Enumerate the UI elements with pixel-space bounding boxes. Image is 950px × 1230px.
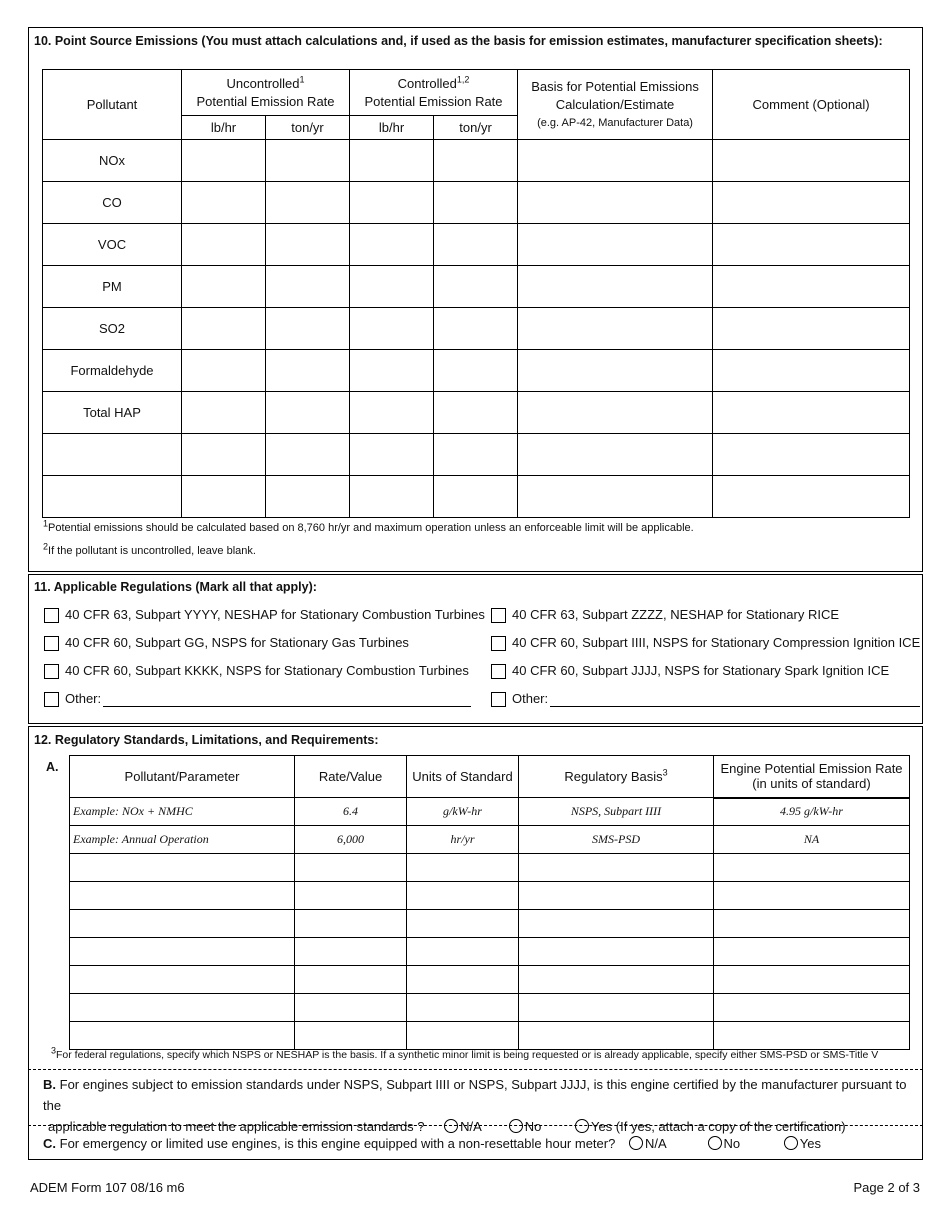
con-lbhr-cell[interactable]	[350, 140, 434, 182]
pollutant-name: PM	[43, 266, 182, 308]
units-cell[interactable]	[407, 966, 519, 994]
example-row-1	[70, 798, 910, 826]
emission-row	[43, 350, 910, 392]
engine-rate-line2: (in units of standard)	[752, 776, 871, 792]
rate-cell[interactable]	[295, 966, 407, 994]
unc-lbhr-cell[interactable]	[182, 182, 266, 224]
reg-left-0-label: 40 CFR 63, Subpart YYYY, NESHAP for Stationary Combustion Turbines	[65, 607, 485, 622]
checkbox-reg-right-2[interactable]	[491, 664, 506, 679]
radio-c-no-label: No	[723, 1136, 741, 1151]
reg-right-other-label: Other:	[512, 691, 549, 706]
note-3	[51, 1045, 879, 1061]
unc-tonyr-cell[interactable]	[266, 350, 350, 392]
note-1-sup: 1	[43, 518, 49, 529]
standards-row	[70, 966, 910, 994]
divider-b	[28, 1069, 923, 1070]
note-1-text: Potential emissions should be calculated based on 8,760 hr/yr and maximum operation unless an enforceable limit will be applicable.	[48, 522, 694, 534]
pollutant-name: Formaldehyde	[43, 350, 182, 392]
section-11	[28, 574, 923, 724]
basis-sub: (e.g. AP-42, Manufacturer Data)	[537, 116, 693, 129]
con-lbhr-cell[interactable]	[350, 266, 434, 308]
con-lbhr-cell[interactable]	[350, 308, 434, 350]
unc-tonyr-cell[interactable]	[266, 266, 350, 308]
col-basis	[518, 70, 713, 140]
con-tonyr-cell[interactable]	[434, 434, 518, 476]
reg-left-other-input[interactable]	[103, 706, 471, 707]
engine-rate-cell[interactable]	[714, 882, 910, 910]
comment-cell[interactable]	[713, 392, 910, 434]
pollutant-name	[43, 476, 182, 518]
pollutant-name: VOC	[43, 224, 182, 266]
comment-cell[interactable]	[713, 140, 910, 182]
pollutant-name: CO	[43, 182, 182, 224]
question-c-text: For emergency or limited use engines, is this engine equipped with a non-resettable hour meter?	[59, 1136, 616, 1151]
basis-cell[interactable]	[518, 350, 713, 392]
con-lbhr-cell[interactable]	[350, 224, 434, 266]
basis-cell[interactable]	[518, 266, 713, 308]
col-uncontrolled	[182, 70, 350, 116]
checkbox-reg-left-1[interactable]	[44, 636, 59, 651]
units-cell[interactable]	[407, 994, 519, 1022]
pollutant-name: Total HAP	[43, 392, 182, 434]
radio-c-yes[interactable]	[784, 1136, 798, 1150]
reg-left-other-label: Other:	[65, 691, 102, 706]
reg-basis-cell[interactable]	[519, 994, 714, 1022]
col-unc-tonyr: ton/yr	[266, 116, 350, 140]
checkbox-reg-left-2[interactable]	[44, 664, 59, 679]
units-cell[interactable]	[407, 882, 519, 910]
engine-rate-cell[interactable]	[714, 854, 910, 882]
engine-rate-cell[interactable]	[714, 910, 910, 938]
radio-c-no[interactable]	[708, 1136, 722, 1150]
col-unc-lbhr: lb/hr	[182, 116, 266, 140]
emission-row	[43, 434, 910, 476]
rate-cell[interactable]	[295, 910, 407, 938]
section-12-title: 12. Regulatory Standards, Limitations, and Requirements:	[34, 733, 379, 747]
example-2-pollutant: Example: Annual Operation	[70, 826, 295, 854]
emission-row	[43, 140, 910, 182]
example-1-engine: 4.95 g/kW-hr	[714, 798, 910, 826]
unc-tonyr-cell[interactable]	[266, 182, 350, 224]
comment-cell[interactable]	[713, 266, 910, 308]
units-cell[interactable]	[407, 938, 519, 966]
question-c	[43, 1133, 921, 1154]
question-b-text1: For engines subject to emission standards under NSPS, Subpart IIII or NSPS, Subpart JJJJ, is this engine certified by the manufacturer pursuant to the	[43, 1077, 907, 1113]
unc-tonyr-cell[interactable]	[266, 434, 350, 476]
example-1-basis: NSPS, Subpart IIII	[519, 798, 714, 826]
col-units: Units of Standard	[407, 756, 519, 798]
pollutant-name: SO2	[43, 308, 182, 350]
col-comment: Comment (Optional)	[713, 70, 910, 140]
con-tonyr-cell[interactable]	[434, 476, 518, 518]
question-b-label: B.	[43, 1077, 56, 1092]
con-tonyr-cell[interactable]	[434, 140, 518, 182]
checkbox-reg-left-0[interactable]	[44, 608, 59, 623]
reg-basis-cell[interactable]	[519, 882, 714, 910]
units-cell[interactable]	[407, 1022, 519, 1050]
controlled-label: Controlled	[397, 75, 457, 91]
section-10-title: 10. Point Source Emissions (You must attach calculations and, if used as the basis for emission estimates, manufacturer specification sheets):	[34, 34, 883, 48]
example-2-basis: SMS-PSD	[519, 826, 714, 854]
checkbox-reg-right-other[interactable]	[491, 692, 506, 707]
comment-cell[interactable]	[713, 182, 910, 224]
rate-cell[interactable]	[295, 882, 407, 910]
note-3-text: For federal regulations, specify which NSPS or NESHAP is the basis. If a synthetic minor limit is being requested or is already applicable, specify either SMS-PSD or SMS-Title V	[56, 1049, 879, 1061]
standards-row	[70, 882, 910, 910]
con-tonyr-cell[interactable]	[434, 350, 518, 392]
reg-basis-cell[interactable]	[519, 1022, 714, 1050]
unc-lbhr-cell[interactable]	[182, 392, 266, 434]
pollutant-param-cell[interactable]	[70, 994, 295, 1022]
radio-c-na[interactable]	[629, 1136, 643, 1150]
radio-b-no[interactable]	[509, 1119, 523, 1133]
emission-row	[43, 182, 910, 224]
con-lbhr-cell[interactable]	[350, 392, 434, 434]
con-lbhr-cell[interactable]	[350, 476, 434, 518]
example-2-engine: NA	[714, 826, 910, 854]
unc-tonyr-cell[interactable]	[266, 392, 350, 434]
page-number: Page 2 of 3	[853, 1180, 920, 1195]
reg-basis-cell[interactable]	[519, 910, 714, 938]
col-reg-basis	[519, 756, 714, 798]
comment-cell[interactable]	[713, 350, 910, 392]
pollutant-param-cell[interactable]	[70, 1022, 295, 1050]
uncontrolled-label: Uncontrolled	[226, 75, 300, 91]
unc-tonyr-cell[interactable]	[266, 308, 350, 350]
reg-basis-label: Regulatory Basis	[564, 769, 663, 784]
example-2-rate: 6,000	[295, 826, 407, 854]
reg-basis-cell[interactable]	[519, 966, 714, 994]
col-con-tonyr: ton/yr	[434, 116, 518, 140]
reg-basis-cell[interactable]	[519, 938, 714, 966]
example-1-rate: 6.4	[295, 798, 407, 826]
con-tonyr-cell[interactable]	[434, 182, 518, 224]
rate-cell[interactable]	[295, 1022, 407, 1050]
engine-rate-cell[interactable]	[714, 966, 910, 994]
question-c-label: C.	[43, 1136, 56, 1151]
divider-c	[28, 1125, 923, 1126]
emission-row	[43, 224, 910, 266]
example-row-2	[70, 826, 910, 854]
radio-c-na-label: N/A	[644, 1136, 666, 1151]
question-b	[43, 1074, 921, 1137]
checkbox-reg-right-1[interactable]	[491, 636, 506, 651]
emissions-table	[42, 69, 910, 518]
basis-cell[interactable]	[518, 308, 713, 350]
part-a-label: A.	[46, 760, 59, 774]
reg-basis-cell[interactable]	[519, 854, 714, 882]
basis-line2: Calculation/Estimate	[555, 96, 675, 112]
section-11-title: 11. Applicable Regulations (Mark all that apply):	[34, 580, 317, 594]
basis-cell[interactable]	[518, 476, 713, 518]
col-engine-rate	[714, 756, 910, 798]
engine-rate-cell[interactable]	[714, 1022, 910, 1050]
unc-lbhr-cell[interactable]	[182, 434, 266, 476]
question-b-text2: applicable regulation to meet the applicable emission standards ?	[48, 1119, 425, 1134]
engine-rate-line1: Engine Potential Emission Rate	[720, 761, 903, 777]
pollutant-param-cell[interactable]	[70, 910, 295, 938]
unc-tonyr-cell[interactable]	[266, 476, 350, 518]
reg-basis-sup: 3	[662, 767, 668, 778]
reg-right-1-label: 40 CFR 60, Subpart IIII, NSPS for Stationary Compression Ignition ICE	[512, 635, 921, 650]
con-tonyr-cell[interactable]	[434, 392, 518, 434]
note-2	[43, 541, 256, 557]
unc-lbhr-cell[interactable]	[182, 308, 266, 350]
radio-b-na-label: N/A	[460, 1119, 482, 1134]
reg-right-2-label: 40 CFR 60, Subpart JJJJ, NSPS for Stationary Spark Ignition ICE	[512, 663, 890, 678]
standards-row	[70, 994, 910, 1022]
pollutant-name: NOx	[43, 140, 182, 182]
example-2-units: hr/yr	[407, 826, 519, 854]
standards-table	[69, 755, 910, 1050]
checkbox-reg-right-0[interactable]	[491, 608, 506, 623]
comment-cell[interactable]	[713, 434, 910, 476]
note-3-sup: 3	[51, 1045, 57, 1056]
unc-lbhr-cell[interactable]	[182, 140, 266, 182]
pollutant-param-cell[interactable]	[70, 854, 295, 882]
standards-row	[70, 938, 910, 966]
unc-lbhr-cell[interactable]	[182, 224, 266, 266]
reg-left-1-label: 40 CFR 60, Subpart GG, NSPS for Stationary Gas Turbines	[65, 635, 409, 650]
note-2-text: If the pollutant is uncontrolled, leave blank.	[48, 545, 256, 557]
basis-cell[interactable]	[518, 434, 713, 476]
radio-b-yes[interactable]	[575, 1119, 589, 1133]
con-tonyr-cell[interactable]	[434, 308, 518, 350]
units-cell[interactable]	[407, 854, 519, 882]
uncontrolled-rate: Potential Emission Rate	[196, 93, 335, 109]
example-1-units: g/kW-hr	[407, 798, 519, 826]
unc-lbhr-cell[interactable]	[182, 266, 266, 308]
rate-cell[interactable]	[295, 938, 407, 966]
col-pollutant: Pollutant	[43, 70, 182, 140]
unc-tonyr-cell[interactable]	[266, 140, 350, 182]
engine-rate-cell[interactable]	[714, 938, 910, 966]
standards-row	[70, 1022, 910, 1050]
unc-lbhr-cell[interactable]	[182, 350, 266, 392]
section-12	[28, 726, 923, 1160]
comment-cell[interactable]	[713, 224, 910, 266]
example-1-pollutant: Example: NOx + NMHC	[70, 798, 295, 826]
section-10	[28, 27, 923, 572]
emission-row	[43, 392, 910, 434]
col-pollutant-param: Pollutant/Parameter	[70, 756, 295, 798]
rate-cell[interactable]	[295, 994, 407, 1022]
standards-row	[70, 854, 910, 882]
note-2-sup: 2	[43, 541, 49, 552]
units-cell[interactable]	[407, 910, 519, 938]
pollutant-param-cell[interactable]	[70, 966, 295, 994]
con-lbhr-cell[interactable]	[350, 350, 434, 392]
form-number: ADEM Form 107 08/16 m6	[30, 1180, 185, 1195]
emission-row	[43, 476, 910, 518]
emission-row	[43, 308, 910, 350]
radio-c-yes-label: Yes	[799, 1136, 822, 1151]
reg-right-0-label: 40 CFR 63, Subpart ZZZZ, NESHAP for Stationary RICE	[512, 607, 840, 622]
basis-cell[interactable]	[518, 392, 713, 434]
unc-tonyr-cell[interactable]	[266, 224, 350, 266]
col-controlled	[350, 70, 518, 116]
con-lbhr-cell[interactable]	[350, 182, 434, 224]
comment-cell[interactable]	[713, 476, 910, 518]
radio-b-no-label: No	[524, 1119, 542, 1134]
basis-cell[interactable]	[518, 140, 713, 182]
pollutant-param-cell[interactable]	[70, 882, 295, 910]
engine-rate-cell[interactable]	[714, 994, 910, 1022]
emission-row	[43, 266, 910, 308]
col-con-lbhr: lb/hr	[350, 116, 434, 140]
basis-cell[interactable]	[518, 182, 713, 224]
basis-line1: Basis for Potential Emissions	[531, 78, 699, 94]
standards-row	[70, 910, 910, 938]
rate-cell[interactable]	[295, 854, 407, 882]
radio-b-yes-label: Yes (If yes, attach a copy of the certification)	[590, 1119, 846, 1134]
con-tonyr-cell[interactable]	[434, 266, 518, 308]
comment-cell[interactable]	[713, 308, 910, 350]
checkbox-reg-left-other[interactable]	[44, 692, 59, 707]
note-1	[43, 518, 694, 534]
controlled-rate: Potential Emission Rate	[364, 93, 503, 109]
uncontrolled-sup: 1	[299, 74, 305, 85]
radio-b-na[interactable]	[444, 1119, 458, 1133]
pollutant-name	[43, 434, 182, 476]
con-lbhr-cell[interactable]	[350, 434, 434, 476]
col-rate: Rate/Value	[295, 756, 407, 798]
con-tonyr-cell[interactable]	[434, 224, 518, 266]
unc-lbhr-cell[interactable]	[182, 476, 266, 518]
reg-right-other-input[interactable]	[550, 706, 920, 707]
reg-left-2-label: 40 CFR 60, Subpart KKKK, NSPS for Stationary Combustion Turbines	[65, 663, 469, 678]
pollutant-param-cell[interactable]	[70, 938, 295, 966]
controlled-sup: 1,2	[456, 74, 470, 85]
basis-cell[interactable]	[518, 224, 713, 266]
